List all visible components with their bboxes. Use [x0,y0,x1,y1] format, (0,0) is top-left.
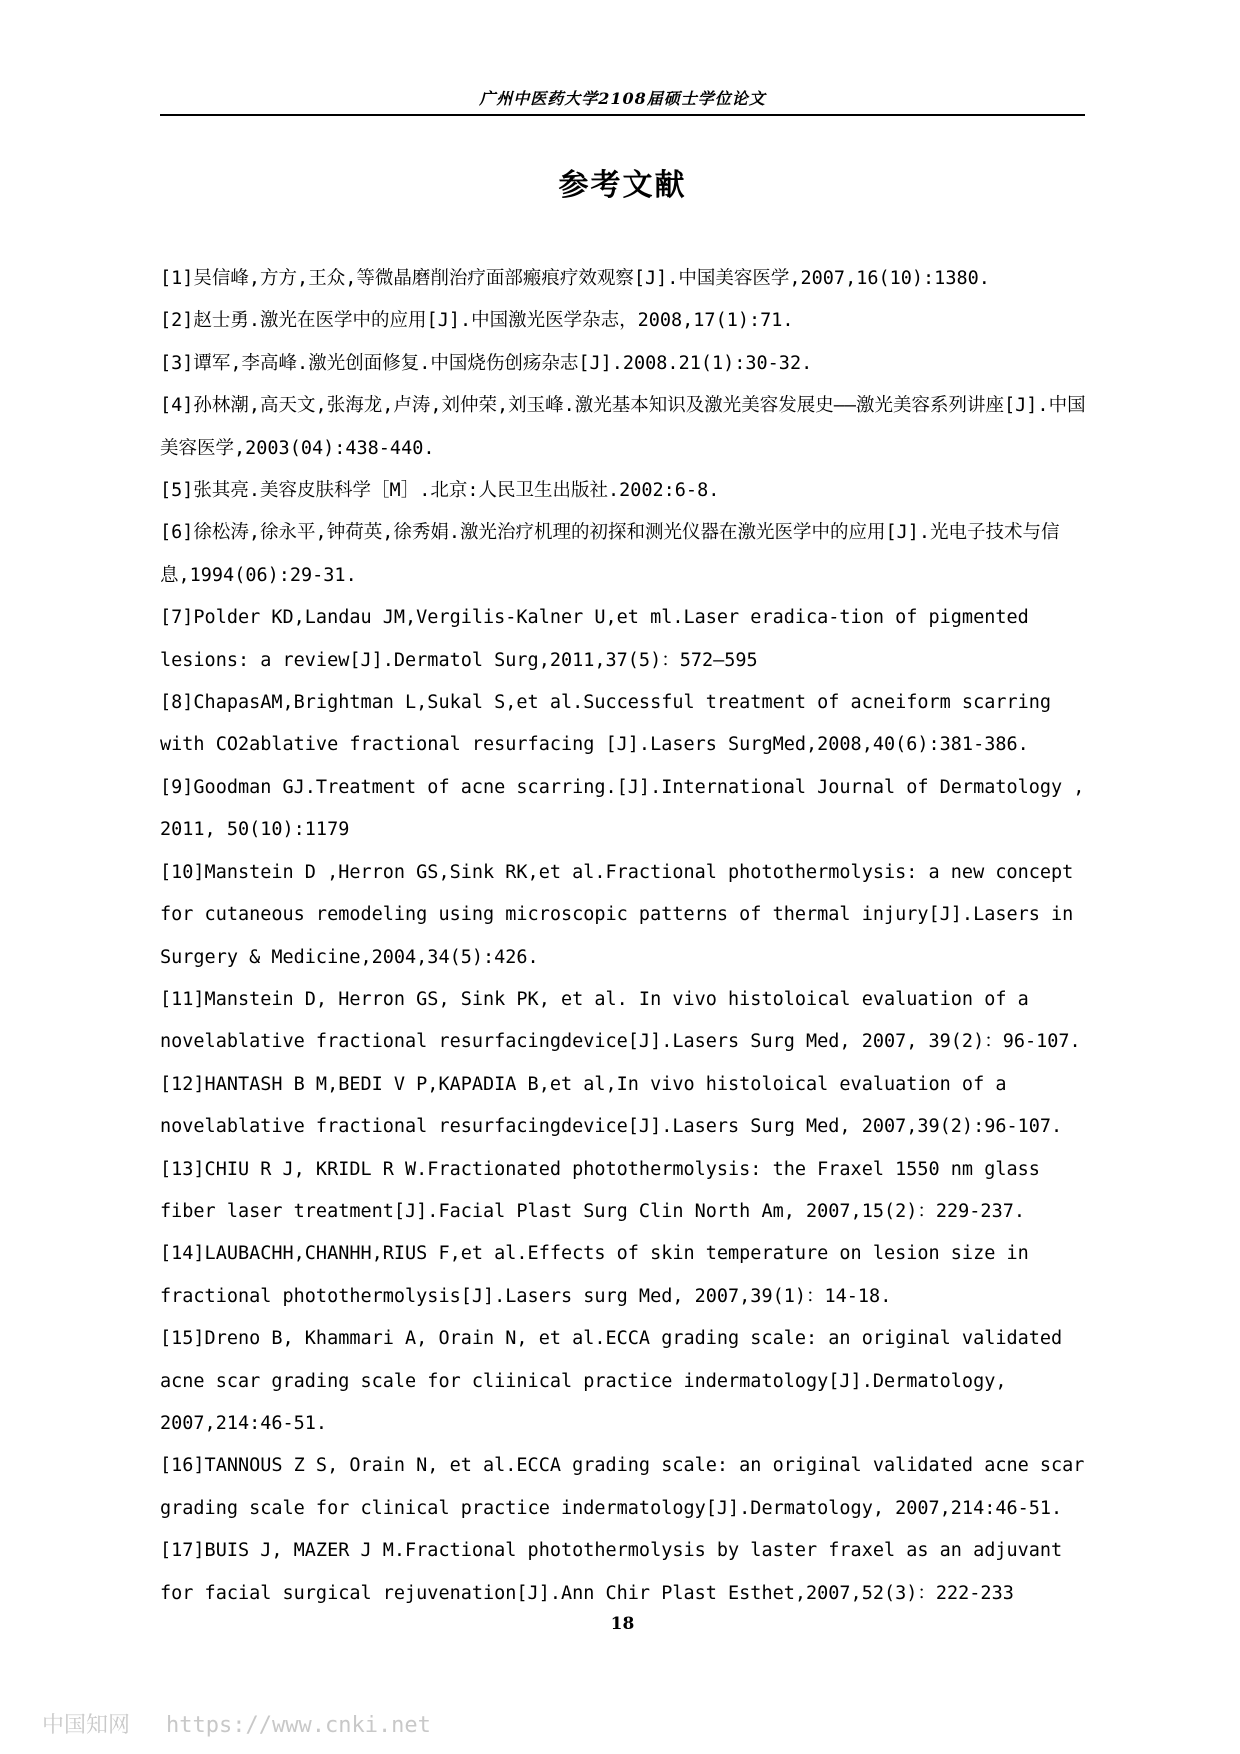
header-rule [160,114,1085,116]
reference-item: [10]Manstein D ,Herron GS,Sink RK,et al.Fractional photothermolysis: a new concept for cutaneous remodeling using microscopic patterns of thermal injury[J].Lasers in Surgery & Medicine,2004,34(5):426. [160,861,1074,968]
reference-list [160,258,1100,1615]
reference-item: [15]Dreno B, Khammari A, Orain N, et al.ECCA grading scale: an original validated acne scar grading scale for cliinical practice indermatology[J].Dermatology, 2007,214:46-51. [160,1328,1063,1434]
reference-item: [9]Goodman GJ.Treatment of acne scarring.[J].International Journal of Dermatology , 2011, 50(10):1179 [160,776,1085,841]
watermark-url[interactable]: https://www.cnki.net [166,1713,431,1738]
reference-item: [6]徐松涛,徐永平,钟荷英,徐秀娟.激光治疗机理的初探和测光仪器在激光医学中的应用[J].光电子技术与信息,1994(06):29-31. [160,522,1060,586]
reference-item: [4]孙林潮,高天文,张海龙,卢涛,刘仲荣,刘玉峰.激光基本知识及激光美容发展史——激光美容系列讲座[J].中国美容医学,2003(04):438-440. [160,395,1086,459]
reference-item: [16]TANNOUS Z S, Orain N, et al.ECCA grading scale: an original validated acne scar grading scale for clinical practice indermatology[J].Dermatology, 2007,214:46-51. [160,1455,1085,1519]
reference-item: [13]CHIU R J, KRIDL R W.Fractionated photothermolysis: the Fraxel 1550 nm glass fiber laser treatment[J].Facial Plast Surg Clin North Am, 2007,15(2)：229-237. [160,1158,1040,1222]
reference-item: [14]LAUBACHH,CHANHH,RIUS F,et al.Effects of skin temperature on lesion size in fractional photothermolysis[J].Lasers surg Med, 2007,39(1)：14-18. [160,1243,1029,1307]
reference-item: [17]BUIS J, MAZER J M.Fractional photothermolysis by laster fraxel as an adjuvant for facial surgical rejuvenation[J].Ann Chir Plast Esthet,2007,52(3)：222-233 [160,1540,1063,1604]
watermark-logo: 中国知网 [42,1713,131,1738]
reference-item: [12]HANTASH B M,BEDI V P,KAPADIA B,et al,In vivo histoloical evaluation of a novelablative fractional resurfacingdevice[J].Lasers Surg Med, 2007,39(2):96-107. [160,1073,1063,1138]
reference-item: [3]谭军,李高峰.激光创面修复.中国烧伤创疡杂志[J].2008.21(1):30-32. [160,352,813,374]
reference-item: [1]吴信峰,方方,王众,等微晶磨削治疗面部瘢痕疗效观察[J].中国美容医学,2007,16(10):1380. [160,268,990,289]
reference-item: [2]赵士勇.激光在医学中的应用[J].中国激光医学杂志，2008,17(1):71. [160,310,794,332]
reference-item: [11]Manstein D, Herron GS, Sink PK, et al. In vivo histoloical evaluation of a novelablative fractional resurfacingdevice[J].Lasers Surg Med, 2007, 39(2)：96-107. [160,988,1081,1053]
reference-item: [8]ChapasAM,Brightman L,Sukal S,et al.Successful treatment of acneiform scarring with CO2ablative fractional resurfacing [J].Lasers SurgMed,2008,40(6):381-386. [160,692,1052,756]
section-title: 参考文献 [558,168,687,203]
reference-item: [7]Polder KD,Landau JM,Vergilis-Kalner U,et ml.Laser eradica-tion of pigmented lesions: a review[J].Dermatol Surg,2011,37(5)：572—595 [160,607,1029,671]
cnki-watermark [42,1708,431,1739]
page-number: 18 [610,1614,635,1634]
reference-item: [5]张其亮.美容皮肤科学［M］.北京:人民卫生出版社.2002:6-8. [160,480,720,502]
running-header: 广州中医药大学2108届硕士学位论文 [479,89,766,108]
